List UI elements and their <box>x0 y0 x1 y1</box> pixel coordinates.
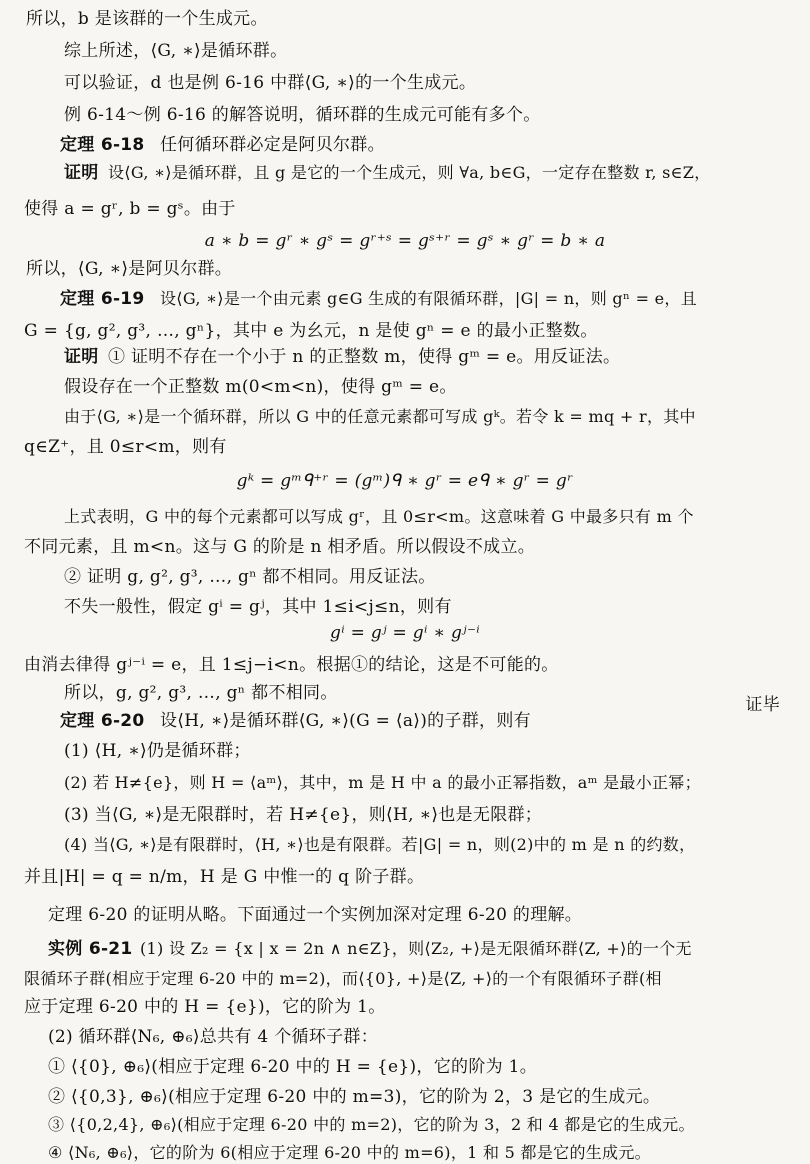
text-line: q∈Z⁺，且 0≤r<m，则有 <box>24 437 227 457</box>
text-line: 所以，b 是该群的一个生成元。 <box>26 9 268 29</box>
text-line: 设⟨G, ∗⟩是循环群，且 g 是它的一个生成元，则 ∀a, b∈G，一定存在整数 r, s∈Z， <box>108 163 711 182</box>
equation: a ∗ b = gʳ ∗ gˢ = gʳ⁺ˢ = gˢ⁺ʳ = gˢ ∗ gʳ = b ∗ a <box>204 231 606 251</box>
text-line: 应于定理 6-20 中的 H = {e})，它的阶为 1。 <box>24 997 386 1017</box>
text-line: ① 证明不存在一个小于 n 的正整数 m，使得 gᵐ = e。用反证法。 <box>108 347 621 367</box>
theorem-label: 定理 6-19 <box>60 289 145 309</box>
theorem-statement: 设⟨G, ∗⟩是一个由元素 g∈G 生成的有限循环群，|G| = n，则 gⁿ = e，且 <box>160 289 698 308</box>
text-line: 由于⟨G, ∗⟩是一个循环群，所以 G 中的任意元素都可写成 gᵏ。若令 k = mq + r，其中 <box>64 407 696 426</box>
text-line: 可以验证，d 也是例 6-16 中群⟨G, ∗⟩的一个生成元。 <box>64 73 477 93</box>
theorem-statement: 任何循环群必定是阿贝尔群。 <box>160 135 385 155</box>
equation: gᵏ = gᵐᑫ⁺ʳ = (gᵐ)ᑫ ∗ gʳ = eᑫ ∗ gʳ = gʳ <box>236 471 574 491</box>
text-line: G = {g, g², g³, …, gⁿ}，其中 e 为幺元，n 是使 gⁿ = e 的最小正整数。 <box>24 321 598 341</box>
text-line: 上式表明，G 中的每个元素都可以写成 gʳ，且 0≤r<m。这意味着 G 中最多只有 m 个 <box>64 507 694 526</box>
proof-label: 证明 <box>64 347 99 367</box>
text-line: ② 证明 g, g², g³, …, gⁿ 都不相同。用反证法。 <box>64 567 436 587</box>
text-line: 定理 6-20 的证明从略。下面通过一个实例加深对定理 6-20 的理解。 <box>48 905 583 925</box>
list-item: (1) ⟨H, ∗⟩仍是循环群； <box>64 741 251 761</box>
text-line: 所以，g, g², g³, …, gⁿ 都不相同。 <box>64 683 338 703</box>
text-line: 例 6-14～例 6-16 的解答说明，循环群的生成元可能有多个。 <box>64 105 541 125</box>
text-line: 并且|H| = q = n/m，H 是 G 中惟一的 q 阶子群。 <box>24 867 425 887</box>
text-line: 假设存在一个正整数 m(0<m<n)，使得 gᵐ = e。 <box>64 377 457 397</box>
text-line: 不同元素，且 m<n。这与 G 的阶是 n 相矛盾。所以假设不成立。 <box>24 537 536 557</box>
list-item: ② ⟨{0,3}, ⊕₆⟩(相应于定理 6-20 中的 m=3)，它的阶为 2，3 是它的生成元。 <box>48 1087 661 1107</box>
text-line: (1) 设 Z₂ = {x | x = 2n ∧ n∈Z}，则⟨Z₂, +⟩是无限循环群⟨Z, +⟩的一个无 <box>140 939 692 958</box>
equation: gⁱ = gʲ = gⁱ ∗ gʲ⁻ⁱ <box>330 623 480 643</box>
list-item: ④ ⟨N₆, ⊕₆⟩，它的阶为 6(相应于定理 6-20 中的 m=6)，1 和 5 都是它的生成元。 <box>48 1143 651 1162</box>
list-item: (4) 当⟨G, ∗⟩是有限群时，⟨H, ∗⟩也是有限群。若|G| = n，则(2)中的 m 是 n 的约数， <box>64 835 696 854</box>
proof-label: 证明 <box>64 163 99 183</box>
text-line: 所以，⟨G, ∗⟩是阿贝尔群。 <box>26 259 233 279</box>
text-line: (2) 循环群⟨N₆, ⊕₆⟩总共有 4 个循环子群： <box>48 1027 379 1047</box>
text-line: 不失一般性，假定 gⁱ = gʲ，其中 1≤i<j≤n，则有 <box>64 597 452 617</box>
text-line: 综上所述，⟨G, ∗⟩是循环群。 <box>64 41 288 61</box>
theorem-label: 定理 6-18 <box>60 135 145 155</box>
list-item: ③ ⟨{0,2,4}, ⊕₆⟩(相应于定理 6-20 中的 m=2)，它的阶为 3，2 和 4 都是它的生成元。 <box>48 1115 695 1134</box>
text-line: 由消去律得 gʲ⁻ⁱ = e，且 1≤j−i<n。根据①的结论，这是不可能的。 <box>24 655 559 675</box>
theorem-label: 定理 6-20 <box>60 711 145 731</box>
text-line: 使得 a = gʳ, b = gˢ。由于 <box>24 199 236 219</box>
text-line: 限循环子群(相应于定理 6-20 中的 m=2)，而⟨{0}, +⟩是⟨Z, +⟩的一个有限循环子群(相 <box>24 969 662 988</box>
list-item: (2) 若 H≠{e}，则 H = ⟨aᵐ⟩，其中，m 是 H 中 a 的最小正幂指数，aᵐ 是最小正幂； <box>64 773 701 792</box>
list-item: (3) 当⟨G, ∗⟩是无限群时，若 H≠{e}，则⟨H, ∗⟩也是无限群； <box>64 805 543 825</box>
list-item: ① ⟨{0}, ⊕₆⟩(相应于定理 6-20 中的 H = {e})，它的阶为 1。 <box>48 1057 538 1077</box>
theorem-statement: 设⟨H, ∗⟩是循环群⟨G, ∗⟩(G = ⟨a⟩)的子群，则有 <box>160 711 531 731</box>
example-label: 实例 6-21 <box>48 939 133 959</box>
qed-mark: 证毕 <box>745 695 780 715</box>
